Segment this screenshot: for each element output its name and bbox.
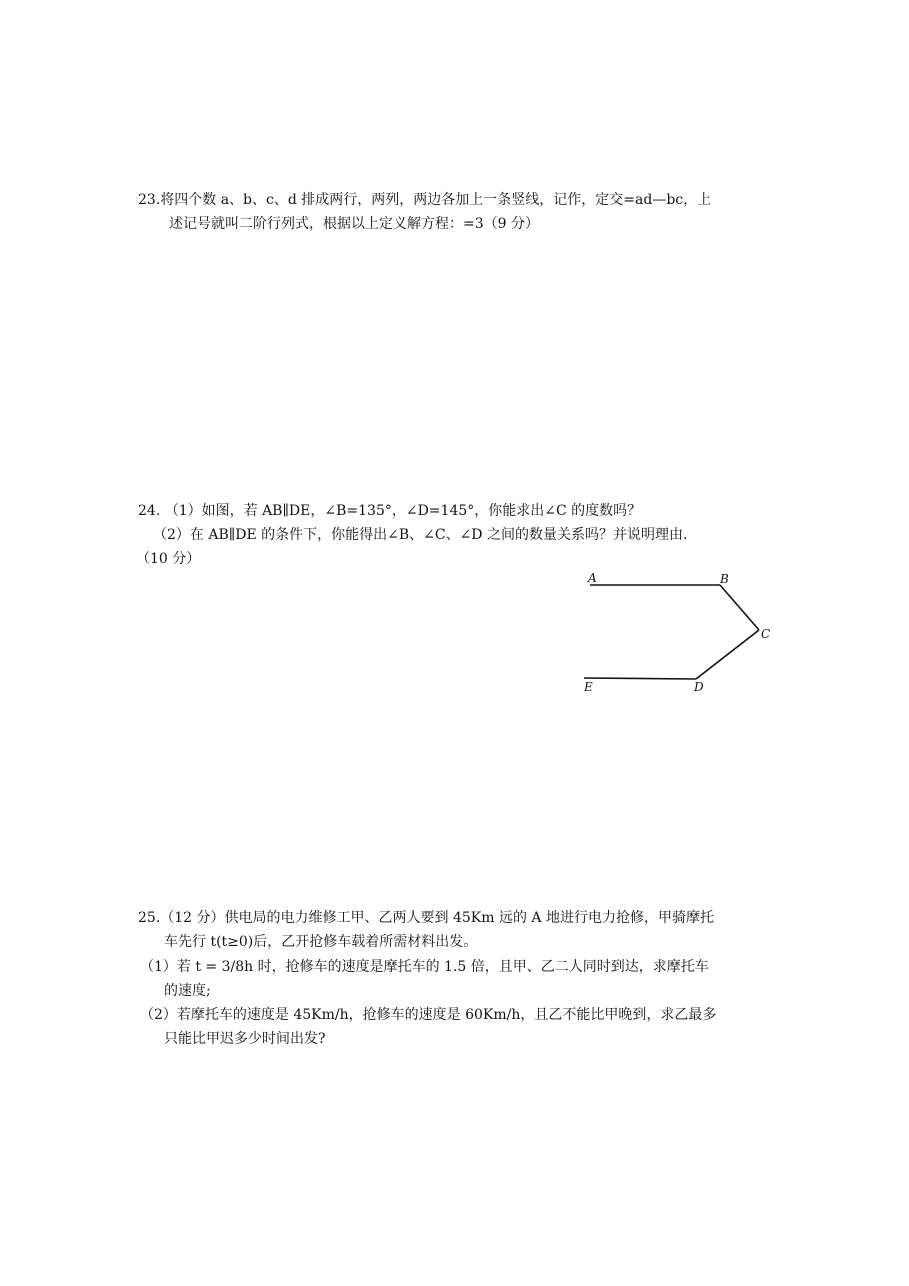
q25-line-6: 只能比甲迟多少时间出发?: [164, 1031, 326, 1047]
label-c: C: [761, 627, 771, 641]
q24-line-2: （2）在 AB∥DE 的条件下，你能得出∠B、∠C、∠D 之间的数量关系吗？并说明理由．: [153, 527, 697, 543]
segment-de: [584, 678, 696, 679]
segment-bc: [720, 585, 759, 630]
q25-line-5: （2）若摩托车的速度是 45Km/h，抢修车的速度是 60Km/h，且乙不能比甲晚到，求乙最多: [140, 1007, 717, 1023]
q25-line-4: 的速度;: [164, 983, 211, 999]
segment-cd: [696, 630, 759, 679]
label-a: A: [588, 571, 597, 585]
q23-line-2: 述记号就叫二阶行列式，根据以上定义解方程：=3（9 分）: [169, 216, 539, 232]
q23-line-1: 23.将四个数 a、b、c、d 排成两行，两列，两边各加上一条竖线，记作，定交=ad—bc，上: [138, 192, 712, 208]
q24-line-3: （10 分）: [136, 551, 201, 567]
q25-line-2: 车先行 t(t≥0)后，乙开抢修车载着所需材料出发。: [164, 934, 478, 950]
q25-line-1: 25.（12 分）供电局的电力维修工甲、乙两人要到 45Km 远的 A 地进行电力抢修，甲骑摩托: [138, 910, 714, 926]
label-b: B: [720, 572, 729, 586]
geometry-figure: [576, 568, 786, 698]
label-e: E: [584, 680, 593, 694]
q25-line-3: （1）若 t = 3/8h 时，抢修车的速度是摩托车的 1.5 倍，且甲、乙二人同时到达，求摩托车: [140, 959, 709, 975]
q24-line-1: 24. （1）如图，若 AB∥DE，∠B=135°，∠D=145°，你能求出∠C 的度数吗？: [138, 503, 642, 519]
label-d: D: [694, 680, 704, 694]
